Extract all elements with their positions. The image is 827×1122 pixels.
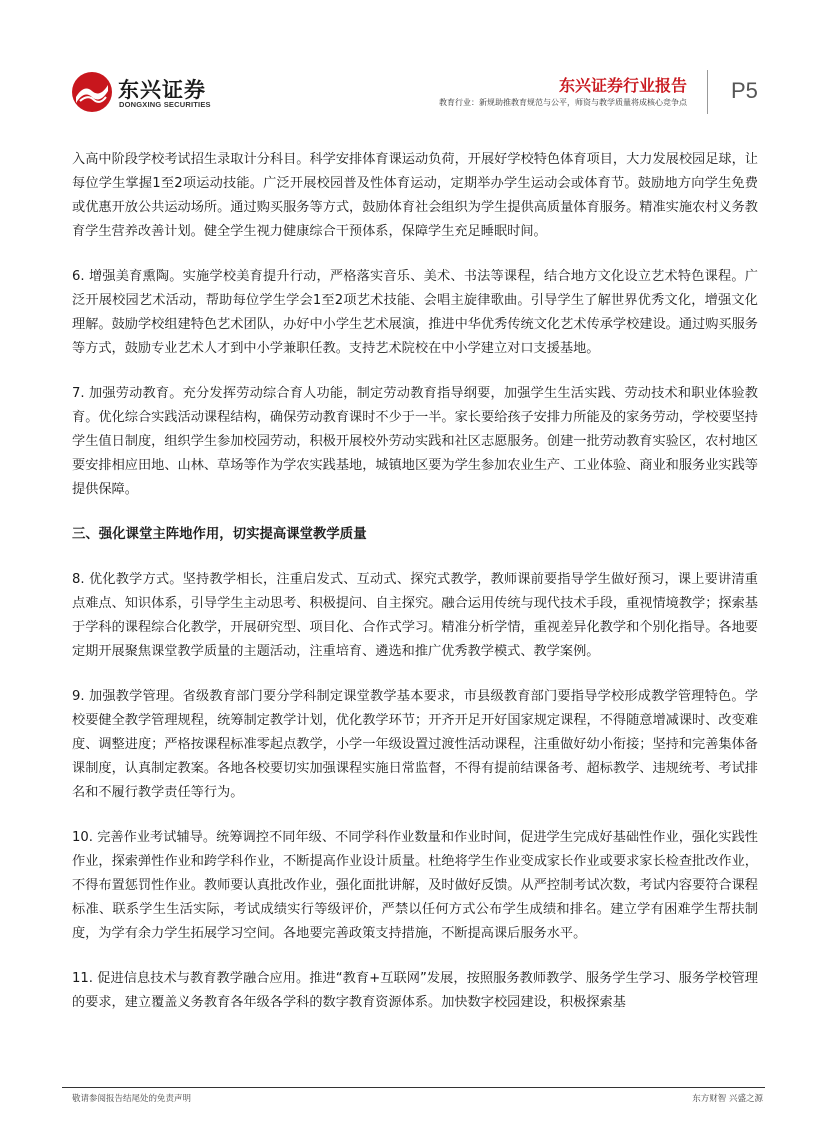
logo-english-name: DONGXING SECURITIES xyxy=(119,100,211,109)
paragraph: 8. 优化教学方式。坚持教学相长，注重启发式、互动式、探究式教学，教师课前要指导学生做好预习，课上要讲清重点难点、知识体系，引导学生主动思考、积极提问、自主探究。融合运用传统与现代技术手段，重视情境教学；探索基于学科的课程综合化教学，开展研究型、项目化、合作式学习。精准分析学情，重视差异化教学和个别化指导。各地要定期开展聚焦课堂教学质量的主题活动，注重培育、遴选和推广优秀教学模式、教学案例。 xyxy=(72,572,758,659)
paragraph: 7. 加强劳动教育。充分发挥劳动综合育人功能，制定劳动教育指导纲要，加强学生生活实践、劳动技术和职业体验教育。优化综合实践活动课程结构，确保劳动教育课时不少于一半。家长要给孩子安排力所能及的家务劳动，学校要坚持学生值日制度，组织学生参加校园劳动，积极开展校外劳动实践和社区志愿服务。创建一批劳动教育实验区，农村地区要安排相应田地、山林、草场等作为学农实践基地，城镇地区要为学生参加农业生产、工业体验、商业和服务业实践等提供保障。 xyxy=(72,386,758,497)
header-divider xyxy=(707,70,708,114)
paragraph: 入高中阶段学校考试招生录取计分科目。科学安排体育课运动负荷，开展好学校特色体育项目，大力发展校园足球，让每位学生掌握1至2项运动技能。广泛开展校园普及性体育运动，定期举办学生运动会或体育节。鼓励地方向学生免费或优惠开放公共运动场所。通过购买服务等方式，鼓励体育社会组织为学生提供高质量体育服务。精准实施农村义务教育学生营养改善计划。健全学生视力健康综合干预体系，保障学生充足睡眠时间。 xyxy=(72,152,758,239)
document-body xyxy=(72,148,758,1036)
company-logo xyxy=(70,70,260,120)
footer-divider xyxy=(62,1087,765,1088)
report-title: 东兴证券行业报告 xyxy=(558,76,687,95)
footer-disclaimer: 敬请参阅报告结尾处的免责声明 xyxy=(72,1094,192,1104)
logo-mark-icon xyxy=(70,70,114,114)
page-header xyxy=(0,0,827,122)
page-number: P5 xyxy=(731,78,758,103)
section-heading: 三、强化课堂主阵地作用，切实提高课堂教学质量 xyxy=(72,527,367,542)
report-subtitle: 教育行业：新规助推教育规范与公平，师资与教学质量将成核心竞争点 xyxy=(439,98,687,107)
paragraph: 9. 加强教学管理。省级教育部门要分学科制定课堂教学基本要求，市县级教育部门要指导学校形成教学管理特色。学校要健全教学管理规程，统筹制定教学计划，优化教学环节；开齐开足开好国家规定课程，不得随意增减课时、改变难度、调整进度；严格按课程标准零起点教学，小学一年级设置过渡性活动课程，注重做好幼小衔接；坚持和完善集体备课制度，认真制定教案。各地各校要切实加强课程实施日常监督，不得有提前结课备考、超标教学、违规统考、考试排名和不履行教学责任等行为。 xyxy=(72,689,758,800)
footer-slogan: 东方财智 兴盛之源 xyxy=(692,1094,763,1104)
logo-chinese-name: 东兴证券 xyxy=(118,77,206,102)
paragraph: 10. 完善作业考试辅导。统筹调控不同年级、不同学科作业数量和作业时间，促进学生完成好基础性作业，强化实践性作业，探索弹性作业和跨学科作业，不断提高作业设计质量。杜绝将学生作业变成家长作业或要求家长检查批改作业，不得布置惩罚性作业。教师要认真批改作业，强化面批讲解，及时做好反馈。从严控制考试次数，考试内容要符合课程标准、联系学生生活实际，考试成绩实行等级评价，严禁以任何方式公布学生成绩和排名。建立学有困难学生帮扶制度，为学有余力学生拓展学习空间。各地要完善政策支持措施，不断提高课后服务水平。 xyxy=(72,830,758,941)
paragraph: 11. 促进信息技术与教育教学融合应用。推进“教育+互联网”发展，按照服务教师教学、服务学生学习、服务学校管理的要求，建立覆盖义务教育各年级各学科的数字教育资源体系。加快数字校园建设，积极探索基 xyxy=(72,971,758,1010)
paragraph: 6. 增强美育熏陶。实施学校美育提升行动，严格落实音乐、美术、书法等课程，结合地方文化设立艺术特色课程。广泛开展校园艺术活动，帮助每位学生学会1至2项艺术技能、会唱主旋律歌曲。引导学生了解世界优秀文化，增强文化理解。鼓励学校组建特色艺术团队，办好中小学生艺术展演，推进中华优秀传统文化艺术传承学校建设。通过购买服务等方式，鼓励专业艺术人才到中小学兼职任教。支持艺术院校在中小学建立对口支援基地。 xyxy=(72,269,758,356)
